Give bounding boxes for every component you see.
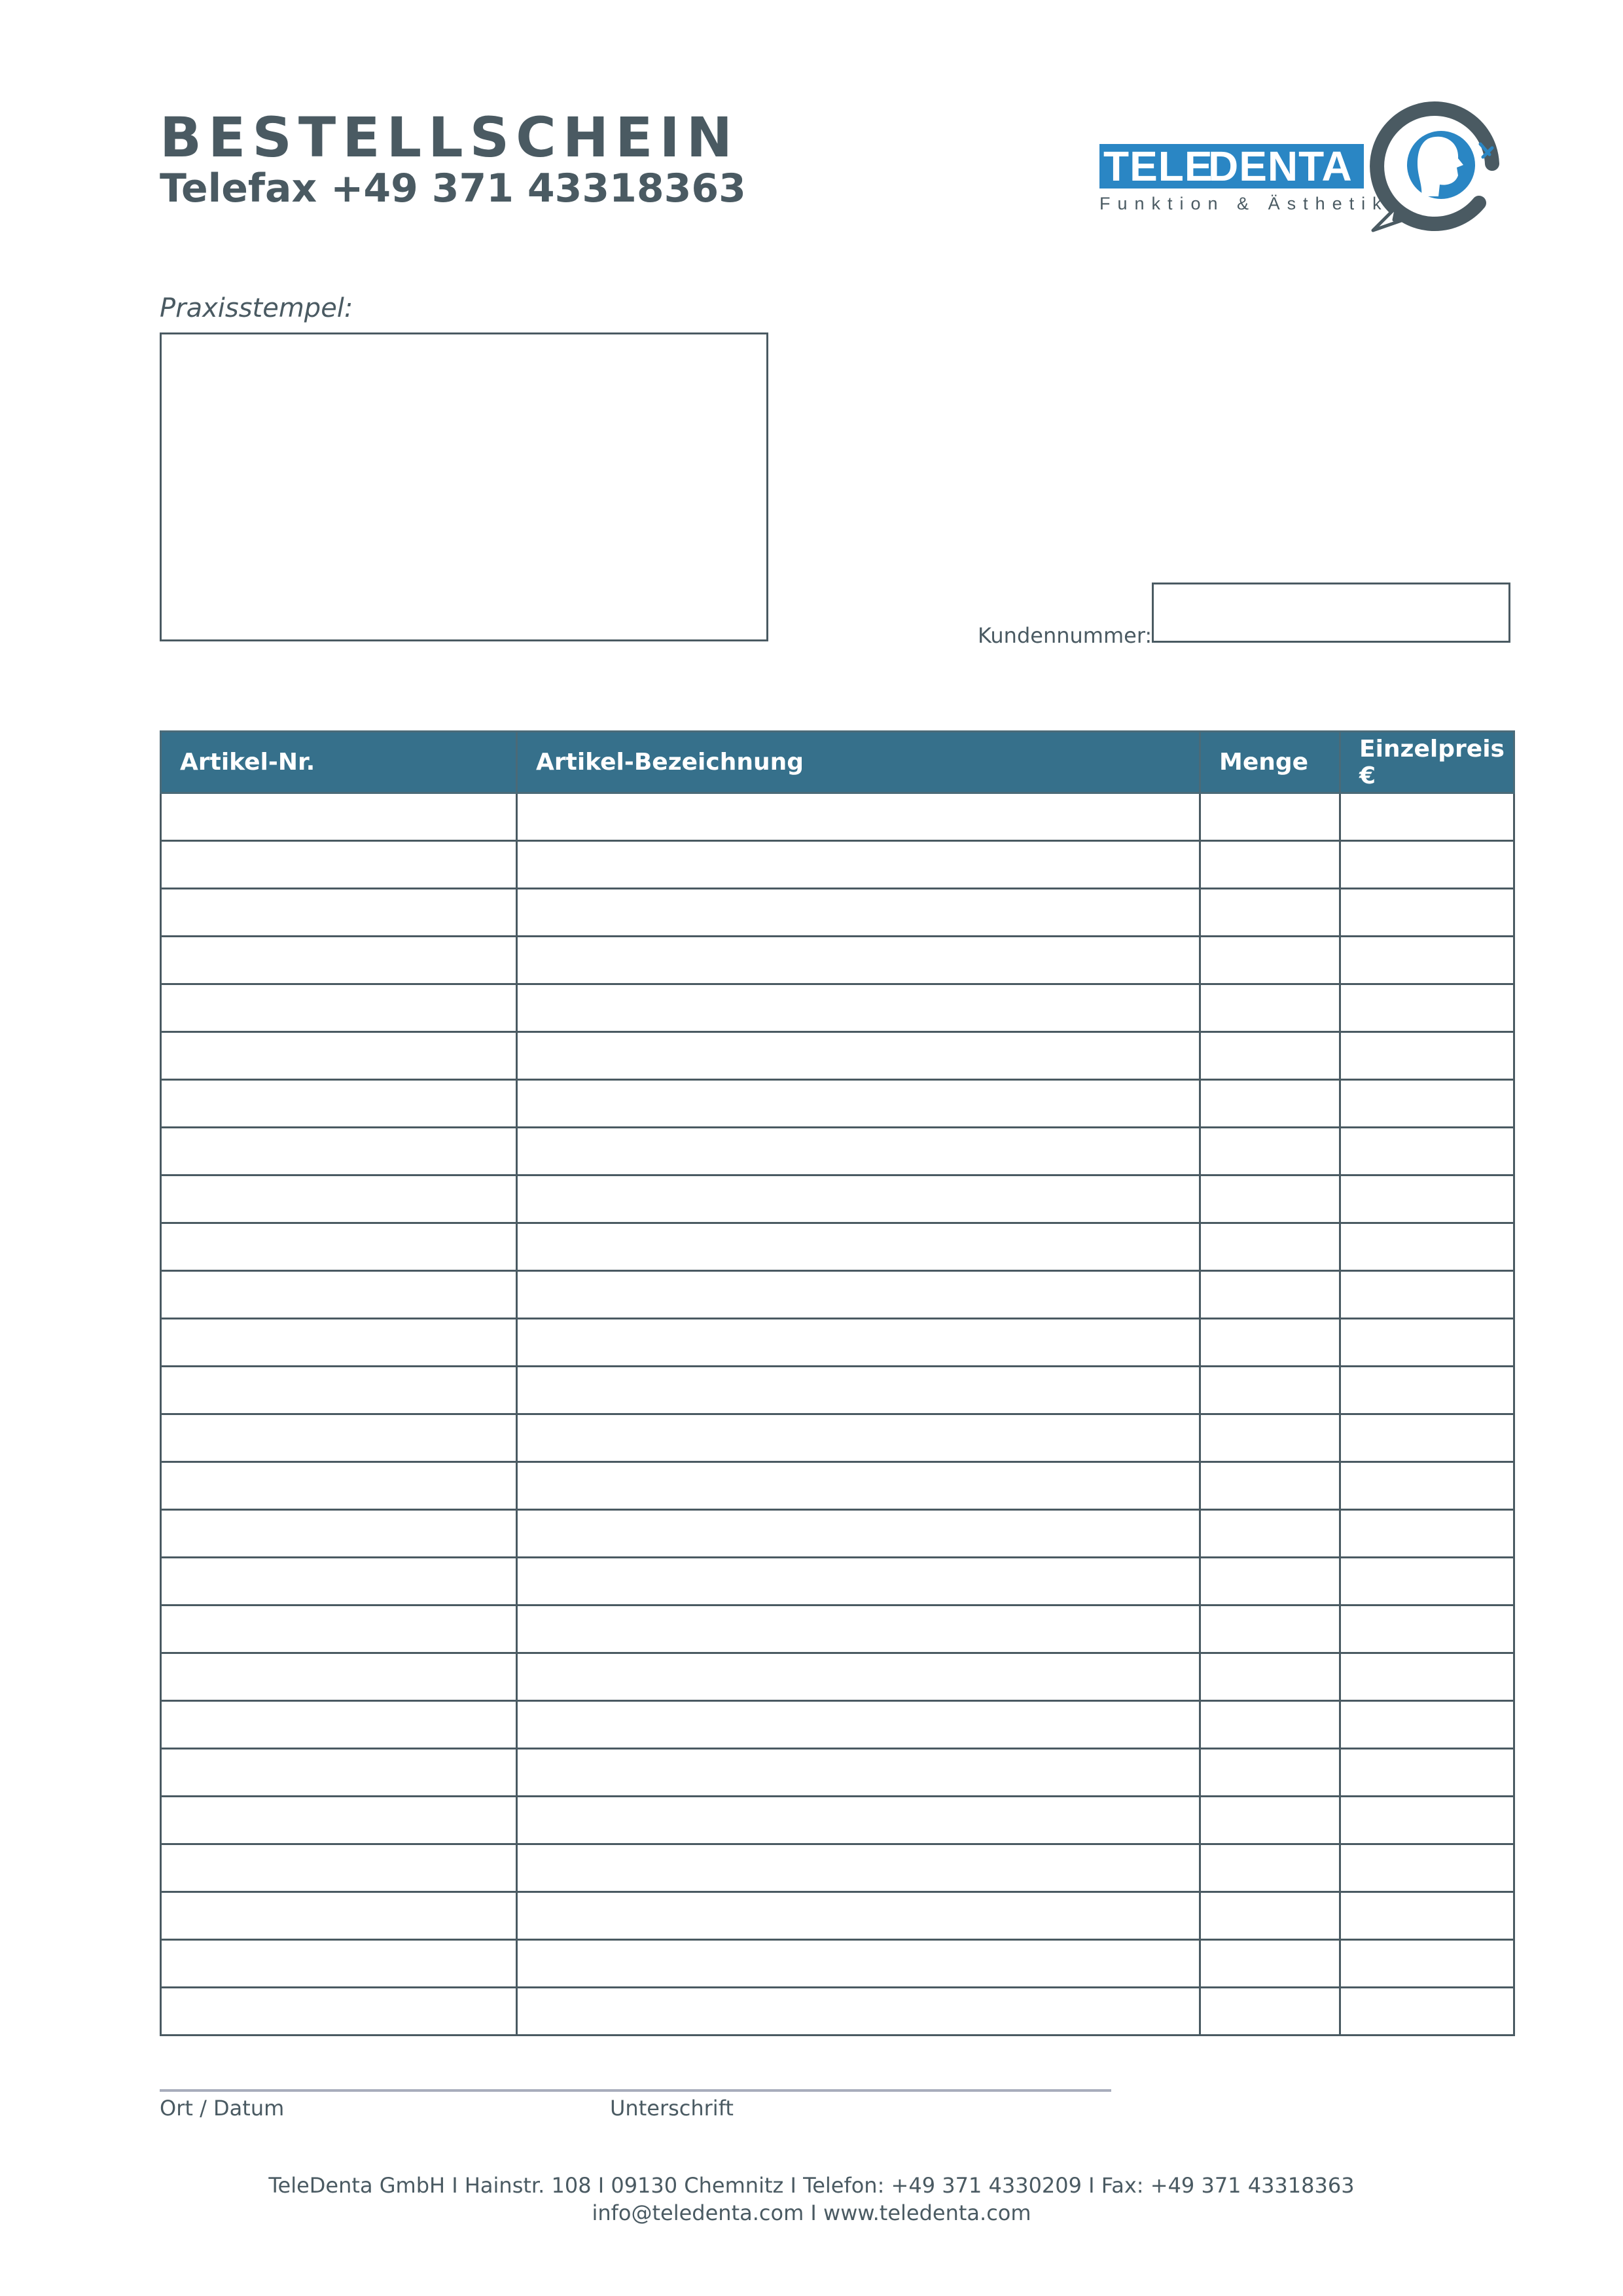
order-table — [160, 730, 1515, 2036]
table-row — [161, 841, 1514, 889]
table-row — [161, 1367, 1514, 1414]
cell-quantity[interactable] — [1200, 889, 1340, 937]
practice-stamp-label: Praxisstempel: — [160, 293, 353, 323]
cell-article-description[interactable] — [517, 1605, 1200, 1653]
table-row — [161, 1032, 1514, 1080]
table-row — [161, 1128, 1514, 1175]
logo-word-denta: DENTA — [1208, 143, 1353, 190]
cell-article-description[interactable] — [517, 1892, 1200, 1940]
cell-unit-price[interactable] — [1340, 1749, 1514, 1797]
cell-unit-price[interactable] — [1340, 841, 1514, 889]
cell-article-description[interactable] — [517, 1558, 1200, 1605]
cell-unit-price[interactable] — [1340, 1319, 1514, 1367]
cell-article-description[interactable] — [517, 1988, 1200, 2036]
cell-quantity[interactable] — [1200, 841, 1340, 889]
cell-article-number[interactable] — [161, 1223, 517, 1271]
cell-quantity[interactable] — [1200, 937, 1340, 984]
fax-number: Telefax +49 371 43318363 — [160, 166, 746, 211]
cell-article-description[interactable] — [517, 1653, 1200, 1701]
cell-quantity[interactable] — [1200, 1701, 1340, 1749]
table-row — [161, 1558, 1514, 1605]
footer-address: TeleDenta GmbH I Hainstr. 108 I 09130 Chemnitz I Telefon: +49 371 4330209 I Fax: +49 371 43318363 — [268, 2173, 1355, 2198]
cell-quantity[interactable] — [1200, 793, 1340, 841]
table-row — [161, 1844, 1514, 1892]
place-date-label: Ort / Datum — [160, 2096, 285, 2121]
table-row — [161, 1080, 1514, 1128]
table-row — [161, 1223, 1514, 1271]
cell-quantity[interactable] — [1200, 1080, 1340, 1128]
signature-label: Unterschrift — [610, 2096, 734, 2121]
signature-line — [160, 2089, 1111, 2092]
cell-article-number[interactable] — [161, 1319, 517, 1367]
cell-article-number[interactable] — [161, 793, 517, 841]
teledenta-logo — [1099, 92, 1518, 242]
cell-unit-price[interactable] — [1340, 1128, 1514, 1175]
cell-article-description[interactable] — [517, 1175, 1200, 1223]
cell-article-description[interactable] — [517, 1319, 1200, 1367]
cell-unit-price[interactable] — [1340, 1175, 1514, 1223]
cell-unit-price[interactable] — [1340, 1367, 1514, 1414]
cell-unit-price[interactable] — [1340, 1797, 1514, 1844]
cell-article-description[interactable] — [517, 1032, 1200, 1080]
cell-article-description[interactable] — [517, 841, 1200, 889]
cell-article-description[interactable] — [517, 1701, 1200, 1749]
table-header-row — [161, 732, 1514, 793]
cell-unit-price[interactable] — [1340, 1892, 1514, 1940]
cell-quantity[interactable] — [1200, 1558, 1340, 1605]
cell-article-number[interactable] — [161, 1128, 517, 1175]
table-row — [161, 1653, 1514, 1701]
cell-quantity[interactable] — [1200, 1988, 1340, 2036]
cell-unit-price[interactable] — [1340, 1701, 1514, 1749]
cell-article-number[interactable] — [161, 841, 517, 889]
cell-unit-price[interactable] — [1340, 1940, 1514, 1988]
cell-unit-price[interactable] — [1340, 1080, 1514, 1128]
table-row — [161, 1462, 1514, 1510]
cell-quantity[interactable] — [1200, 1128, 1340, 1175]
cell-article-description[interactable] — [517, 793, 1200, 841]
cell-unit-price[interactable] — [1340, 889, 1514, 937]
cell-article-number[interactable] — [161, 1414, 517, 1462]
column-header-quantity: Menge — [1200, 732, 1340, 793]
cell-unit-price[interactable] — [1340, 1653, 1514, 1701]
cell-article-number[interactable] — [161, 1032, 517, 1080]
cell-quantity[interactable] — [1200, 1749, 1340, 1797]
cell-article-number[interactable] — [161, 889, 517, 937]
cell-article-number[interactable] — [161, 1988, 517, 2036]
table-row — [161, 793, 1514, 841]
cell-article-number[interactable] — [161, 1940, 517, 1988]
cell-quantity[interactable] — [1200, 1892, 1340, 1940]
cell-article-description[interactable] — [517, 937, 1200, 984]
cell-quantity[interactable] — [1200, 1367, 1340, 1414]
cell-unit-price[interactable] — [1340, 937, 1514, 984]
cell-quantity[interactable] — [1200, 1414, 1340, 1462]
cell-article-number[interactable] — [161, 937, 517, 984]
cell-article-description[interactable] — [517, 1462, 1200, 1510]
cell-quantity[interactable] — [1200, 984, 1340, 1032]
cell-article-description[interactable] — [517, 984, 1200, 1032]
cell-article-description[interactable] — [517, 1271, 1200, 1319]
cell-article-number[interactable] — [161, 1080, 517, 1128]
cell-unit-price[interactable] — [1340, 1462, 1514, 1510]
cell-article-number[interactable] — [161, 1271, 517, 1319]
cell-article-description[interactable] — [517, 1414, 1200, 1462]
cell-article-description[interactable] — [517, 1367, 1200, 1414]
cell-article-description[interactable] — [517, 1223, 1200, 1271]
table-row — [161, 889, 1514, 937]
table-row — [161, 1319, 1514, 1367]
cell-quantity[interactable] — [1200, 1223, 1340, 1271]
cell-quantity[interactable] — [1200, 1175, 1340, 1223]
cell-quantity[interactable] — [1200, 1797, 1340, 1844]
table-row — [161, 1940, 1514, 1988]
document-title: BESTELLSCHEIN — [160, 105, 740, 170]
cell-article-number[interactable] — [161, 984, 517, 1032]
footer-contact: info@teledenta.com I www.teledenta.com — [592, 2200, 1031, 2225]
cell-unit-price[interactable] — [1340, 1414, 1514, 1462]
table-row — [161, 1605, 1514, 1653]
cell-article-description[interactable] — [517, 1080, 1200, 1128]
table-row — [161, 1510, 1514, 1558]
logo-word-tele: TELE — [1103, 143, 1213, 190]
cell-article-number[interactable] — [161, 1797, 517, 1844]
cell-unit-price[interactable] — [1340, 1988, 1514, 2036]
cell-article-number[interactable] — [161, 1701, 517, 1749]
cell-quantity[interactable] — [1200, 1032, 1340, 1080]
order-table-body — [161, 793, 1514, 2036]
cell-article-description[interactable] — [517, 1844, 1200, 1892]
cell-article-number[interactable] — [161, 1844, 517, 1892]
cell-quantity[interactable] — [1200, 1462, 1340, 1510]
table-row — [161, 1892, 1514, 1940]
at-sign-face-icon — [1368, 92, 1512, 242]
table-row — [161, 1271, 1514, 1319]
cell-article-description[interactable] — [517, 889, 1200, 937]
table-row — [161, 1749, 1514, 1797]
cell-unit-price[interactable] — [1340, 1605, 1514, 1653]
table-row — [161, 1701, 1514, 1749]
cell-quantity[interactable] — [1200, 1319, 1340, 1367]
cell-article-number[interactable] — [161, 1558, 517, 1605]
cell-article-number[interactable] — [161, 1749, 517, 1797]
cell-quantity[interactable] — [1200, 1844, 1340, 1892]
cell-quantity[interactable] — [1200, 1271, 1340, 1319]
cell-article-number[interactable] — [161, 1510, 517, 1558]
cell-article-description[interactable] — [517, 1749, 1200, 1797]
column-header-article-number: Artikel-Nr. — [161, 732, 517, 793]
table-row — [161, 984, 1514, 1032]
cell-article-number[interactable] — [161, 1892, 517, 1940]
table-row — [161, 1797, 1514, 1844]
table-row — [161, 1988, 1514, 2036]
cell-article-number[interactable] — [161, 1367, 517, 1414]
cell-unit-price[interactable] — [1340, 1032, 1514, 1080]
cell-unit-price[interactable] — [1340, 984, 1514, 1032]
table-row — [161, 1175, 1514, 1223]
column-header-unit-price: Einzelpreis € — [1340, 732, 1514, 793]
cell-unit-price[interactable] — [1340, 1271, 1514, 1319]
column-header-article-description: Artikel-Bezeichnung — [517, 732, 1200, 793]
cell-unit-price[interactable] — [1340, 1844, 1514, 1892]
logo-tagline: Funktion & Ästhetik — [1099, 194, 1389, 213]
customer-number-label: Kundennummer: — [978, 623, 1152, 648]
cell-unit-price[interactable] — [1340, 1558, 1514, 1605]
cell-unit-price[interactable] — [1340, 1510, 1514, 1558]
cell-quantity[interactable] — [1200, 1510, 1340, 1558]
customer-number-field[interactable] — [1152, 583, 1510, 643]
cell-unit-price[interactable] — [1340, 1223, 1514, 1271]
cell-article-description[interactable] — [517, 1940, 1200, 1988]
cell-article-number[interactable] — [161, 1653, 517, 1701]
cell-quantity[interactable] — [1200, 1653, 1340, 1701]
cell-quantity[interactable] — [1200, 1940, 1340, 1988]
cell-quantity[interactable] — [1200, 1605, 1340, 1653]
cell-article-description[interactable] — [517, 1510, 1200, 1558]
cell-article-number[interactable] — [161, 1175, 517, 1223]
cell-article-number[interactable] — [161, 1605, 517, 1653]
table-row — [161, 937, 1514, 984]
table-row — [161, 1414, 1514, 1462]
cell-unit-price[interactable] — [1340, 793, 1514, 841]
cell-article-description[interactable] — [517, 1128, 1200, 1175]
cell-article-number[interactable] — [161, 1462, 517, 1510]
practice-stamp-field[interactable] — [160, 332, 768, 641]
cell-article-description[interactable] — [517, 1797, 1200, 1844]
